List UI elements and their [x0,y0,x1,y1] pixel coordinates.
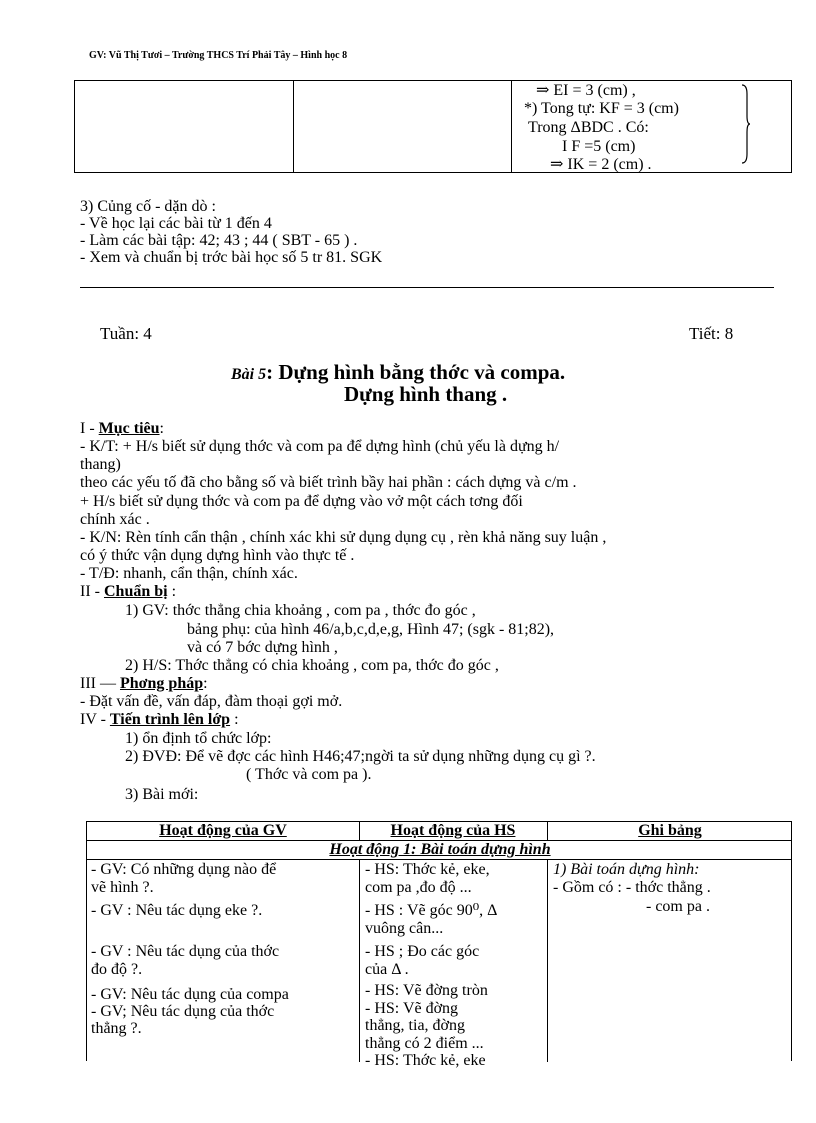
preparation-line: và có 7 bớc dựng hình , [187,639,338,656]
hs-line: com pa ,đo độ ... [365,879,472,896]
preparation-line: bảng phụ: của hình 46/a,b,c,d,e,g, Hình 47; (sgk - 81;82), [187,621,555,638]
hs-line: vuông cân... [365,920,444,937]
table-line: Trong ΔBDC . Có: [528,119,649,136]
lesson-subtitle: Dựng hình thang . [344,382,508,406]
section-method-heading: III — Phơng pháp: [80,675,208,692]
method-line: - Đặt vấn đề, vấn đáp, đàm thoại gợi mở. [80,693,343,710]
section-divider [80,287,774,288]
section-process-heading: IV - Tiến trình lên lớp : [80,711,239,728]
page-header: GV: Vũ Thị Tươi – Trường THCS Trí Phải Tây – Hình học 8 [89,50,348,61]
table-line: ⇒ IK = 2 (cm) . [550,156,652,173]
hs-line: thẳng, tia, đờng [365,1017,465,1034]
board-line: - com pa . [646,898,710,915]
objective-line: theo các yếu tố đã cho bằng số và biết trình bầy hai phần : cách dựng và c/m . [80,474,577,491]
gv-line: - GV : Nêu tác dụng của thớc [91,943,280,960]
process-line: 1) ổn định tổ chức lớp: [125,730,272,747]
column-divider [547,859,548,1062]
process-line: ( Thớc và com pa ). [246,766,372,783]
hs-line: - HS: Vẽ đờng [365,1000,459,1017]
lesson-number: Bài 5 [231,366,267,383]
table-line: ⇒ EI = 3 (cm) , [536,82,636,99]
objective-line: thang) [80,456,121,473]
board-line: - Gồm có : - thớc thẳng . [553,879,711,896]
board-line: 1) Bài toán dựng hình: [553,861,700,878]
hs-line: - HS ; Đo các góc [365,943,480,960]
header-board: Ghi bảng [638,822,702,839]
curly-brace-icon [741,84,751,164]
review-item: - Làm các bài tập: 42; 43 ; 44 ( SBT - 65 ) . [80,232,358,249]
header-gv: Hoạt động của GV [159,822,287,839]
review-item: - Về học lại các bài từ 1 đến 4 [80,215,272,232]
lesson-title-line1: : Dựng hình bằng thớc và compa. [266,360,566,384]
gv-line: thẳng ?. [91,1020,142,1037]
hs-line: - HS : Vẽ góc 90⁰, Δ [365,902,498,919]
objective-line: có ý thức vận dụng dựng hình vào thực tế . [80,547,355,564]
gv-line: - GV : Nêu tác dụng eke ?. [91,902,263,919]
objective-line: - K/N: Rèn tính cẩn thận , chính xác khi sử dụng dụng cụ , rèn khả năng suy luận , [80,529,607,546]
gv-line: - GV: Có những dụng nào để [91,861,277,878]
gv-line: vẽ hình ?. [91,879,154,896]
process-line: 2) ĐVĐ: Để vẽ đợc các hình H46;47;ngời ta sử dụng những dụng cụ gì ?. [125,748,596,765]
gv-line: - GV: Nêu tác dụng của compa [91,986,289,1003]
gv-line: - GV; Nêu tác dụng của thớc [91,1003,275,1020]
header-hs: Hoạt động của HS [390,822,516,839]
objective-line: + H/s biết sử dụng thớc và com pa để dựng vào vở một cách tơng đối [80,493,523,510]
week-label: Tuần: 4 [100,324,152,343]
review-item: - Xem và chuẩn bị trớc bài học số 5 tr 81. SGK [80,249,383,266]
preparation-line: 1) GV: thớc thẳng chia khoảng , com pa , thớc đo góc , [125,602,476,619]
table-line: *) Tong tự: KF = 3 (cm) [524,100,679,117]
preparation-line: 2) H/S: Thớc thẳng có chia khoảng , com pa, thớc đo góc , [125,657,499,674]
objective-line: - K/T: + H/s biết sử dụng thớc và com pa để dựng hình (chủ yếu là dựng h/ [80,438,560,455]
hs-line: - HS: Thớc kẻ, eke, [365,861,490,878]
previous-table [74,80,792,173]
activity-section-title: Hoạt động 1: Bài toán dựng hình [329,841,551,858]
column-divider [359,859,360,1062]
objective-line: - T/Đ: nhanh, cẩn thận, chính xác. [80,565,298,582]
section-divider [87,859,791,860]
column-divider [511,81,512,172]
objective-line: chính xác . [80,511,150,528]
period-label: Tiết: 8 [689,324,734,343]
process-line: 3) Bài mới: [125,786,199,803]
review-title: 3) Củng cố - dặn dò : [80,198,216,215]
gv-line: đo độ ?. [91,961,143,978]
hs-line: - HS: Thớc kẻ, eke [365,1052,486,1069]
hs-line: của Δ . [365,961,409,978]
hs-line: - HS: Vẽ đờng tròn [365,982,488,999]
section-preparation-heading: II - Chuẩn bị : [80,583,177,600]
hs-line: thẳng có 2 điểm ... [365,1035,484,1052]
table-line: I F =5 (cm) [562,138,636,155]
column-divider [293,81,294,172]
section-objectives-heading: I - Mục tiêu: [80,420,164,437]
